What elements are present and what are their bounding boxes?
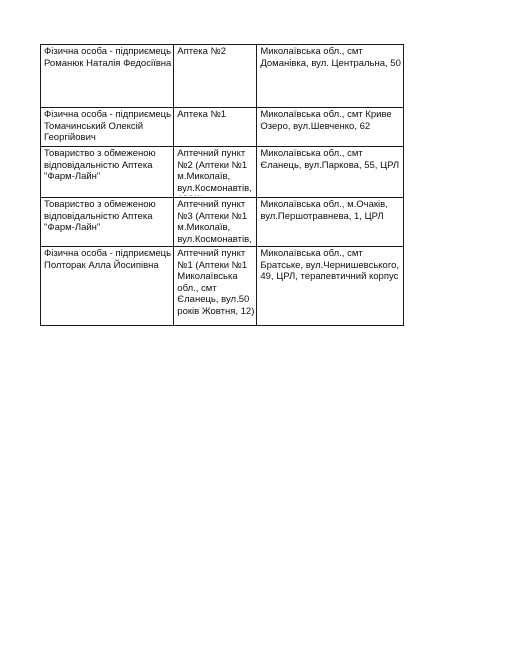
cell-line: Миколаївська обл., смт Криве <box>260 109 392 120</box>
cell-text <box>44 148 171 196</box>
cell-line: Романюк Наталія Федосіївна <box>44 57 172 69</box>
operator-cell <box>41 247 174 326</box>
cell-text <box>260 248 401 324</box>
cell-line: №1 (Аптеки №1 <box>177 259 248 271</box>
cell-line: Миколаївська <box>177 271 238 283</box>
cell-line: Фізична особа - підприємець <box>44 46 172 57</box>
cell-line: Аптека №2 <box>177 46 227 57</box>
cell-line: Єланець, вул.50 <box>177 294 250 306</box>
cell-line: вул.Першотравнева, 1, ЦРЛ <box>260 210 384 222</box>
cell-text <box>44 199 171 245</box>
cell-text <box>44 109 171 145</box>
table-row <box>41 147 404 198</box>
cell-line: Аптечний пункт <box>177 199 246 210</box>
cell-line: Фізична особа - підприємець <box>44 248 172 259</box>
address-cell <box>257 198 404 247</box>
address-cell <box>257 108 404 147</box>
cell-line: Полторак Алла Йосипівна <box>44 259 159 271</box>
address-cell <box>257 147 404 198</box>
cell-line: Фізична особа - підприємець <box>44 109 172 120</box>
cell-line: м.Миколаїв, <box>177 171 231 183</box>
cell-line: Доманівка, вул. Центральна, 50 <box>260 57 401 69</box>
cell-text <box>260 46 401 106</box>
table-row <box>41 45 404 108</box>
cell-line: Товариство з обмеженою <box>44 148 156 159</box>
cell-line: вул.Космонавтів, <box>177 182 252 194</box>
cell-line: "Фарм-Лайн" <box>44 171 101 183</box>
cell-line: Миколаївська обл., м.Очаків, <box>260 199 388 210</box>
operator-cell <box>41 147 174 198</box>
address-cell <box>257 45 404 108</box>
pharmacy-cell <box>174 45 257 108</box>
pharmacy-cell <box>174 108 257 147</box>
cell-line: Георгійович <box>44 132 96 144</box>
pharmacy-cell <box>174 247 257 326</box>
table-row <box>41 108 404 147</box>
cell-line: років Жовтня, 12) <box>177 305 255 317</box>
cell-line <box>177 194 254 196</box>
cell-line: Братське, вул.Чернишевського, <box>260 259 400 271</box>
operator-cell <box>41 198 174 247</box>
table-row <box>41 198 404 247</box>
cell-line: Аптека №1 <box>177 109 227 120</box>
cell-line: Миколаївська обл., смт <box>260 46 363 57</box>
pharmacy-cell <box>174 198 257 247</box>
cell-line: "Фарм-Лайн" <box>44 222 101 234</box>
cell-line: Озеро, вул.Шевченко, 62 <box>260 120 371 132</box>
table-body <box>41 45 404 326</box>
cell-text <box>177 248 254 324</box>
operator-cell <box>41 45 174 108</box>
cell-text <box>177 109 254 145</box>
cell-text <box>44 46 171 106</box>
operator-cell <box>41 108 174 147</box>
cell-line: Єланець, вул.Паркова, 55, ЦРЛ <box>260 159 400 171</box>
cell-text <box>260 109 401 145</box>
cell-line: Миколаївська обл., смт <box>260 148 363 159</box>
table-row <box>41 247 404 326</box>
cell-line: відповідальністю Аптека <box>44 159 153 171</box>
cell-text <box>177 148 254 196</box>
cell-text <box>44 248 171 324</box>
pharmacy-registry-table <box>40 44 404 326</box>
cell-line: обл., смт <box>177 282 217 294</box>
cell-text <box>260 199 401 245</box>
cell-line: Товариство з обмеженою <box>44 199 156 210</box>
cell-line: Аптечний пункт <box>177 148 246 159</box>
cell-line: 49, ЦРЛ, терапевтичний корпус <box>260 271 399 283</box>
address-cell <box>257 247 404 326</box>
cell-line: Миколаївська обл., смт <box>260 248 363 259</box>
cell-text <box>260 148 401 196</box>
cell-line: м.Миколаїв, <box>177 222 231 234</box>
cell-text <box>177 199 254 245</box>
cell-line: Аптечний пункт <box>177 248 246 259</box>
pharmacy-cell <box>174 147 257 198</box>
cell-text <box>177 46 254 106</box>
cell-line: №2 (Аптеки №1 <box>177 159 248 171</box>
cell-line: вул.Космонавтів, <box>177 233 252 245</box>
cell-line: відповідальністю Аптека <box>44 210 153 222</box>
cell-line: Томачинський Олексій <box>44 120 144 132</box>
cell-line: №3 (Аптеки №1 <box>177 210 248 222</box>
